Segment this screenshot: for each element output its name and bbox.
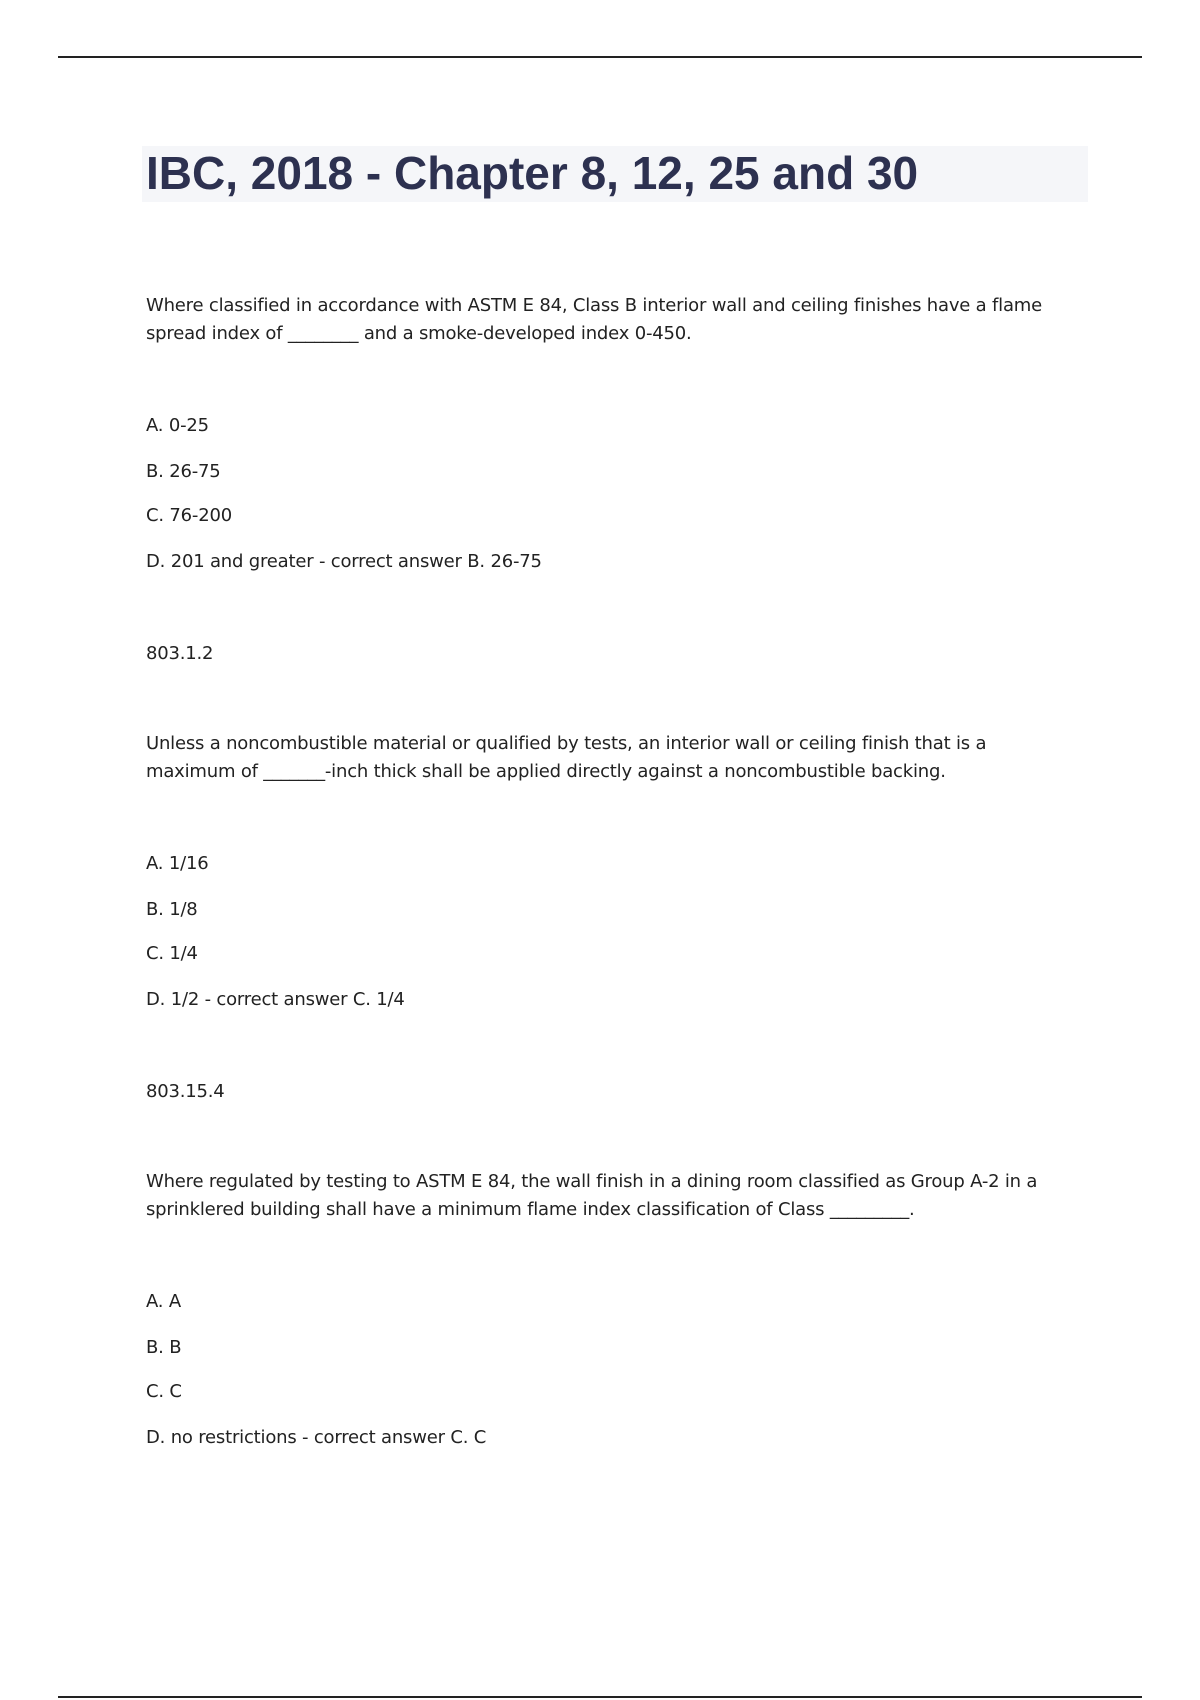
question-3-option-a: A. A <box>146 1291 181 1312</box>
question-3-option-c: C. C <box>146 1381 182 1402</box>
question-3-text: Where regulated by testing to ASTM E 84, the wall finish in a dining room classified as Group A-2 in a sprinklered building shall have a minimum flame index classification of Class _________. <box>146 1171 1038 1220</box>
page-top-rule <box>58 56 1142 58</box>
page-bottom-rule <box>58 1696 1142 1698</box>
question-2-text: Unless a noncombustible material or qualified by tests, an interior wall or ceiling finish that is a maximum of _______-inch thick shall be applied directly against a noncombustible backing. <box>146 733 987 782</box>
question-1-option-d: D. 201 and greater - correct answer B. 26-75 <box>146 551 542 572</box>
question-1-reference: 803.1.2 <box>146 643 214 664</box>
question-2-reference: 803.15.4 <box>146 1081 225 1102</box>
question-2-option-d: D. 1/2 - correct answer C. 1/4 <box>146 989 405 1010</box>
question-1-option-c: C. 76-200 <box>146 505 232 526</box>
question-1-text: Where classified in accordance with ASTM E 84, Class B interior wall and ceiling finishes have a flame spread index of ________ and a smoke-developed index 0-450. <box>146 295 1043 344</box>
question-3-option-d: D. no restrictions - correct answer C. C <box>146 1427 487 1448</box>
question-3-option-b: B. B <box>146 1337 182 1358</box>
question-2-option-a: A. 1/16 <box>146 853 209 874</box>
question-1-option-b: B. 26-75 <box>146 461 221 482</box>
question-2-option-c: C. 1/4 <box>146 943 198 964</box>
question-1-option-a: A. 0-25 <box>146 415 209 436</box>
document-title: IBC, 2018 - Chapter 8, 12, 25 and 30 <box>146 147 919 199</box>
question-2-option-b: B. 1/8 <box>146 899 198 920</box>
